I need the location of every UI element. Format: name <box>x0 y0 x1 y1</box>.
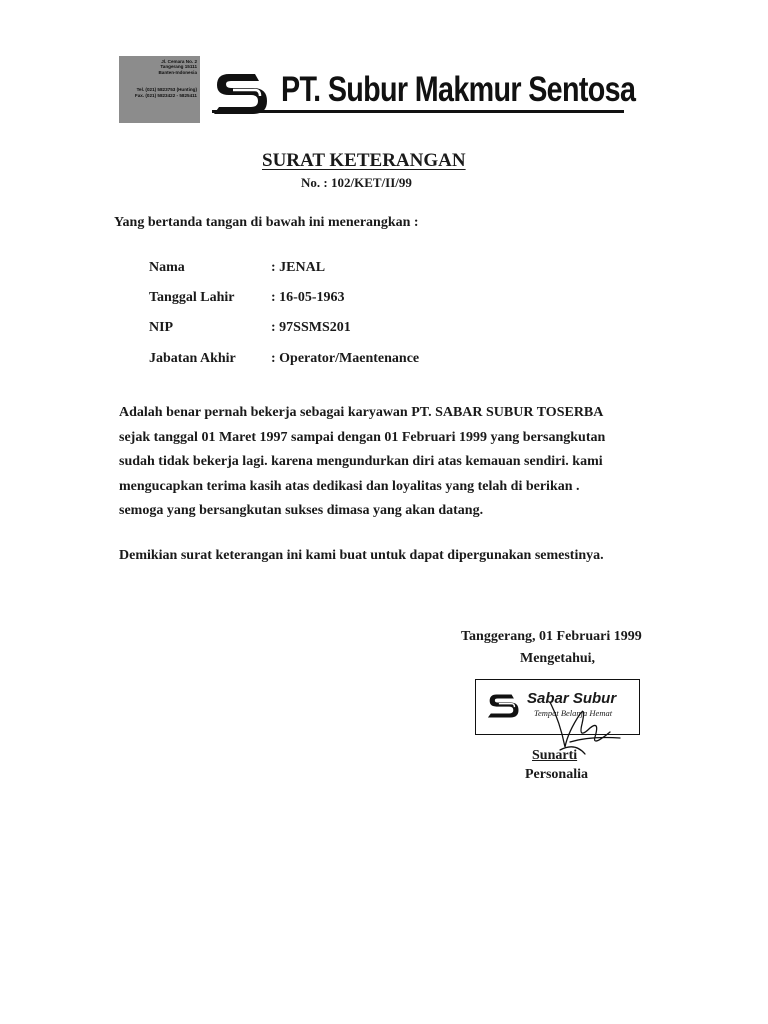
field-value-jabatan: : Operator/Maentenance <box>271 351 420 366</box>
address-city: Tangerang 15111 <box>160 64 197 70</box>
field-value-nama: : JENAL <box>271 260 326 275</box>
acknowledged-label: Mengetahui, <box>520 651 596 666</box>
stamp-slogan: Tempat Belanja Hemat <box>534 708 613 718</box>
address-region: Banten-Indonesia <box>158 69 197 75</box>
body-line: sudah tidak bekerja lagi. karena mengundurkan diri atas kemauan sendiri. kami <box>119 454 603 469</box>
closing-statement: Demikian surat keterangan ini kami buat untuk dapat dipergunakan semestinya. <box>119 548 604 563</box>
document-number: No. : 102/KET/II/99 <box>301 175 412 190</box>
body-line: Adalah benar pernah bekerja sebagai karyawan PT. SABAR SUBUR TOSERBA <box>119 405 604 420</box>
body-line: semoga yang bersangkutan sukses dimasa yang akan datang. <box>119 503 484 518</box>
signer-role: Personalia <box>525 767 588 782</box>
address-fax: Fax. (021) 5823422 - 5825411 <box>134 92 197 98</box>
address-street: Jl. Cemara No. 2 <box>161 59 197 64</box>
document-title: SURAT KETERANGAN <box>262 150 466 171</box>
field-value-nip: : 97SSMS201 <box>271 320 351 335</box>
stamp-company-name: Sabar Subur <box>527 690 617 707</box>
header-divider <box>212 110 624 113</box>
address-phone: Tel. (021) 5823753 (Hunting) <box>136 87 197 93</box>
field-value-tanggal-lahir: : 16-05-1963 <box>271 290 345 305</box>
field-label-tanggal-lahir: Tanggal Lahir <box>149 290 235 305</box>
stamp-s-logo-icon <box>486 691 521 721</box>
company-name: PT. Subur Makmur Sentosa <box>281 70 636 109</box>
field-label-nip: NIP <box>149 320 174 335</box>
body-paragraph <box>119 401 605 524</box>
signer-name: Sunarti <box>532 748 578 763</box>
intro-statement: Yang bertanda tangan di bawah ini menerangkan : <box>114 215 419 230</box>
place-and-date: Tanggerang, 01 Februari 1999 <box>461 629 642 644</box>
company-address-block <box>119 56 200 123</box>
field-label-jabatan: Jabatan Akhir <box>149 351 236 366</box>
field-label-nama: Nama <box>149 260 185 275</box>
body-line: mengucapkan terima kasih atas dedikasi dan loyalitas yang telah di berikan . <box>119 478 580 494</box>
body-line: sejak tanggal 01 Maret 1997 sampai dengan 01 Februari 1999 yang bersangkutan <box>119 429 606 445</box>
